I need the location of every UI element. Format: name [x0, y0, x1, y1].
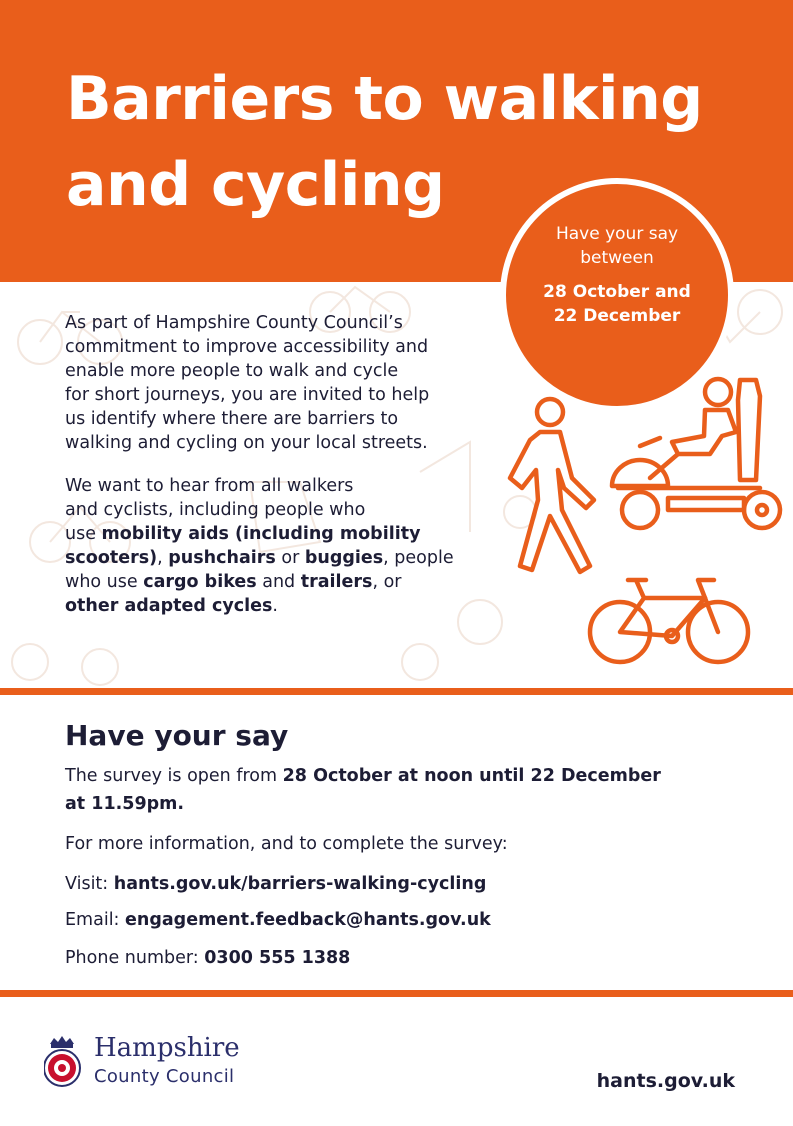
logo-hampshire: Hampshire	[94, 1033, 240, 1063]
title-line-1: Barriers to walking	[66, 64, 703, 134]
walking-person-icon	[510, 399, 594, 572]
text-fragment: , people	[383, 548, 454, 568]
have-your-say-heading: Have your say	[65, 719, 289, 752]
title-line-2: and cycling	[66, 150, 445, 220]
crest-icon	[44, 1036, 80, 1086]
text-fragment: who use	[65, 572, 144, 592]
survey-time-bold: at 11.59pm.	[65, 794, 185, 814]
survey-dates-line-2	[65, 794, 184, 814]
highlight-buggies: buggies	[304, 548, 384, 568]
divider-bottom	[0, 990, 793, 997]
divider-top	[0, 688, 793, 695]
intro-text	[65, 311, 505, 618]
intro-line	[65, 594, 505, 618]
illustrations	[500, 370, 790, 670]
highlight-pushchairs: pushchairs	[168, 548, 276, 568]
badge-date-line-1: 28 October and	[543, 282, 691, 302]
badge-dates	[506, 280, 728, 328]
intro-paragraph-1	[65, 311, 505, 455]
highlight-adapted-cycles: other adapted cycles	[65, 596, 273, 616]
intro-line: and cyclists, including people who	[65, 500, 366, 520]
intro-line: us identify where there are barriers to	[65, 409, 399, 429]
visit-link[interactable]: hants.gov.uk/barriers-walking-cycling	[113, 874, 487, 894]
intro-line: We want to hear from all walkers	[65, 476, 354, 496]
intro-line: walking and cycling on your local streets.	[65, 433, 428, 453]
badge-line-1: Have your say	[555, 224, 679, 244]
visit-label: Visit:	[65, 874, 114, 894]
intro-line	[65, 570, 505, 594]
intro-line: for short journeys, you are invited to help	[65, 385, 430, 405]
text-fragment: or	[275, 548, 305, 568]
logo-county-council: County Council	[94, 1066, 235, 1087]
mobility-scooter-icon	[612, 379, 780, 528]
text-fragment: .	[272, 596, 278, 616]
footer-url[interactable]: hants.gov.uk	[596, 1070, 735, 1092]
intro-line	[65, 546, 505, 570]
phone-label: Phone number:	[65, 948, 205, 968]
intro-line: As part of Hampshire County Council’s	[65, 313, 403, 333]
intro-line	[65, 522, 505, 546]
text-fragment: and	[256, 572, 301, 592]
highlight-scooters: scooters)	[65, 548, 158, 568]
phone-number[interactable]: 0300 555 1388	[204, 948, 351, 968]
visit-line	[65, 874, 486, 894]
text-fragment: The survey is open from	[65, 766, 283, 786]
badge-intro	[506, 222, 728, 270]
text-fragment: ,	[157, 548, 169, 568]
email-line	[65, 910, 491, 930]
intro-line: enable more people to walk and cycle	[65, 361, 399, 381]
survey-dates-line	[65, 766, 661, 786]
intro-paragraph-2	[65, 474, 505, 618]
bicycle-icon	[590, 580, 748, 662]
email-label: Email:	[65, 910, 126, 930]
intro-line: commitment to improve accessibility and	[65, 337, 429, 357]
more-info-line: For more information, and to complete the survey:	[65, 834, 508, 854]
badge-date-line-2: 22 December	[553, 306, 681, 326]
highlight-cargo-bikes: cargo bikes	[143, 572, 257, 592]
highlight-mobility-aids: mobility aids (including mobility	[101, 524, 421, 544]
text-fragment: use	[65, 524, 102, 544]
email-link[interactable]: engagement.feedback@hants.gov.uk	[125, 910, 491, 930]
text-fragment: , or	[372, 572, 402, 592]
phone-line	[65, 948, 350, 968]
survey-dates-bold: 28 October at noon until 22 December	[282, 766, 661, 786]
badge-line-2: between	[580, 248, 654, 268]
highlight-trailers: trailers	[300, 572, 373, 592]
